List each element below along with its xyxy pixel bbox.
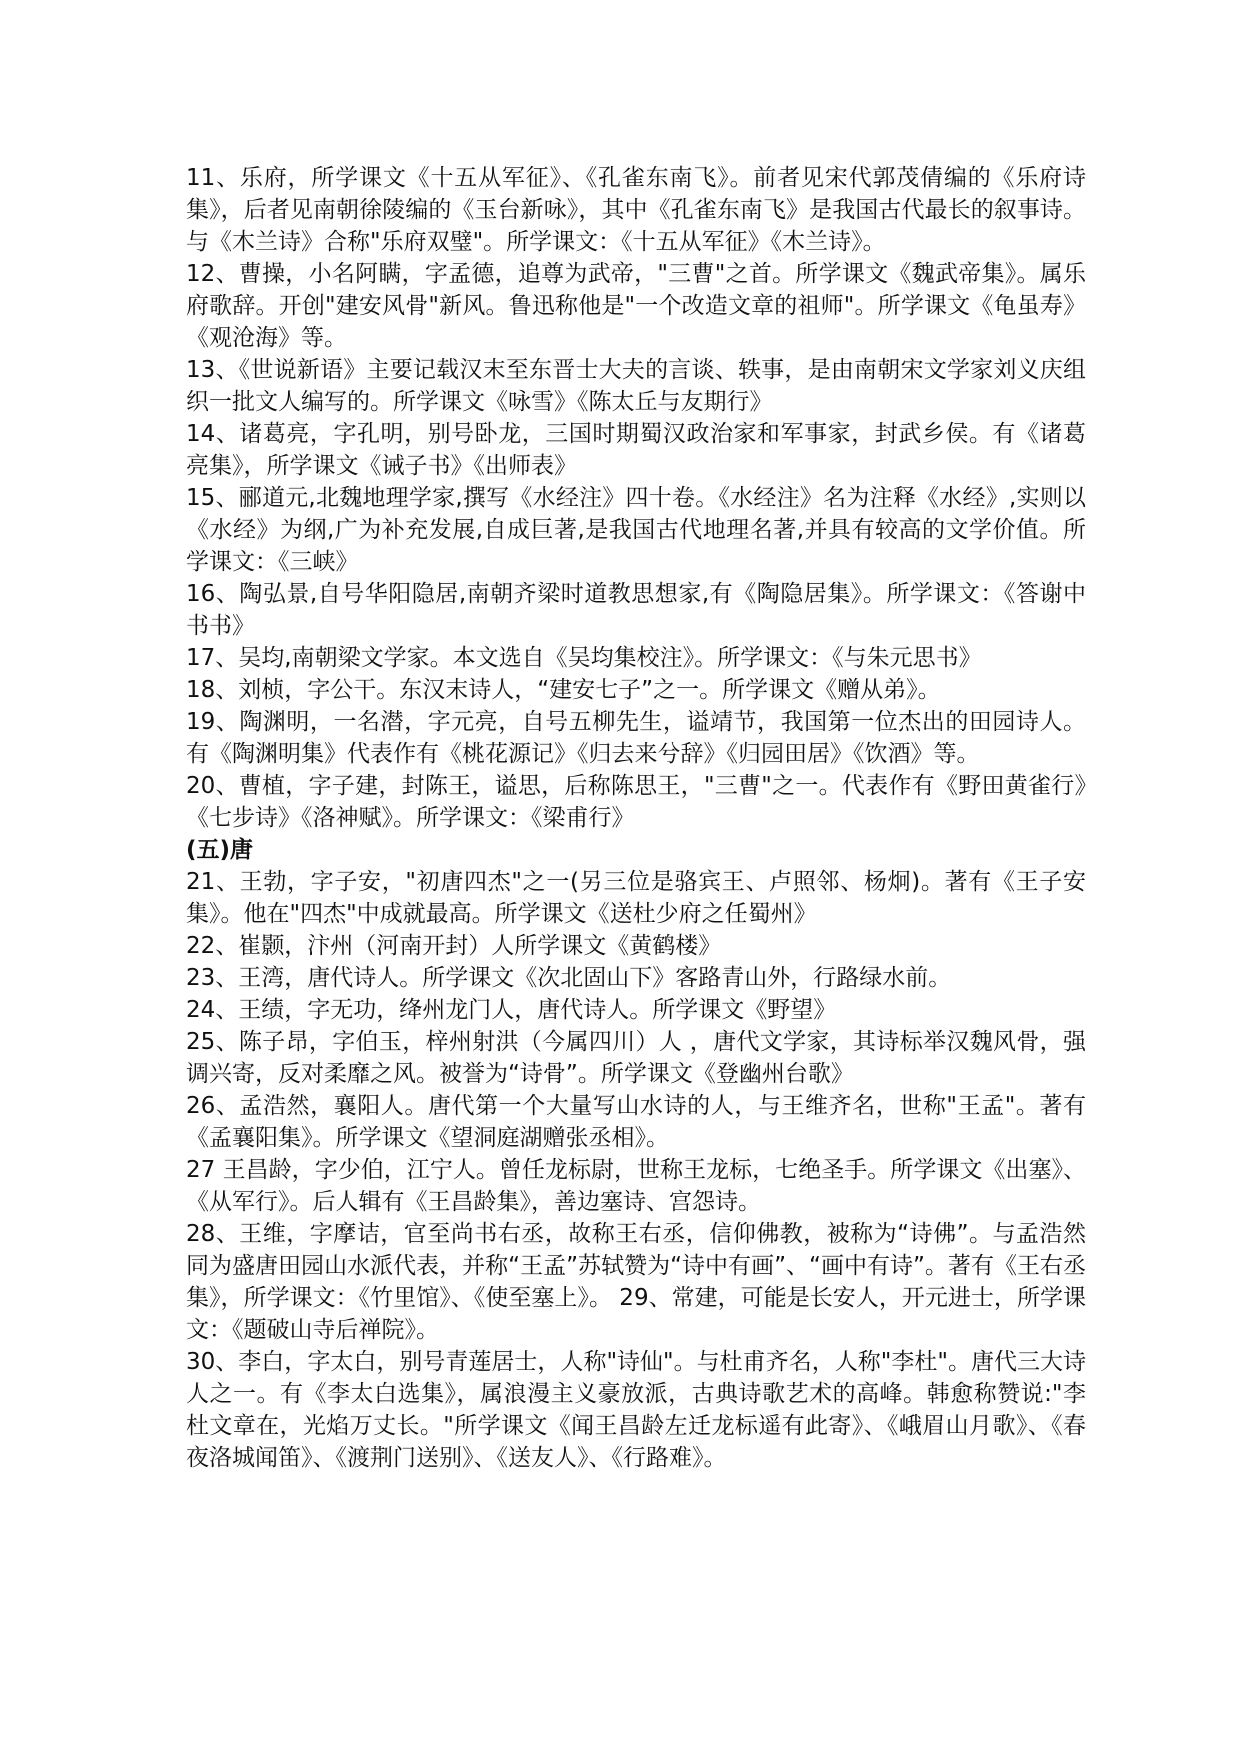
entry-19-tao-yuanming: 19、陶渊明，一名潜，字元亮，自号五柳先生，谥靖节，我国第一位杰出的田园诗人。有《陶渊明集》代表作有《桃花源记》《归去来兮辞》《归园田居》《饮酒》等。 xyxy=(186,709,1086,767)
entry-13-shishuo-xinyu: 13、《世说新语》主要记载汉末至东晋士大夫的言谈、轶事，是由南朝宋文学家刘义庆组织一批文人编写的。所学课文《咏雪》《陈太丘与友期行》 xyxy=(186,357,1086,415)
entry-30-li-bai: 30、李白，字太白，别号青莲居士，人称"诗仙"。与杜甫齐名，人称"李杜"。唐代三大诗人之一。有《李太白选集》，属浪漫主义豪放派，古典诗歌艺术的高峰。韩愈称赞说:"李杜文章在，光焰万丈长。"所学课文《闻王昌龄左迁龙标遥有此寄》、《峨眉山月歌》、《春夜洛城闻笛》、《渡荆门送别》、《送友人》、《行路难》。 xyxy=(186,1349,1086,1471)
entry-15-li-daoyuan: 15、郦道元,北魏地理学家,撰写《水经注》四十卷。《水经注》名为注释《水经》,实则以《水经》为纲,广为补充发展,自成巨著,是我国古代地理名著,并具有较高的文学价值。所学课文：《三峡》 xyxy=(186,485,1086,575)
entry-11-yuefu: 11、乐府，所学课文《十五从军征》、《孔雀东南飞》。前者见宋代郭茂倩编的《乐府诗集》，后者见南朝徐陵编的《玉台新咏》，其中《孔雀东南飞》是我国古代最长的叙事诗。与《木兰诗》合称"乐府双璧"。所学课文：《十五从军征》《木兰诗》。 xyxy=(186,165,1086,255)
section-heading-tang: (五)唐 xyxy=(186,837,254,863)
entry-18-liu-zhen: 18、刘桢，字公干。东汉末诗人，“建安七子”之一。所学课文《赠从弟》。 xyxy=(186,677,941,703)
entry-27-wang-changling: 27 王昌龄，字少伯，江宁人。曾任龙标尉，世称王龙标，七绝圣手。所学课文《出塞》、《从军行》。后人辑有《王昌龄集》，善边塞诗、宫怨诗。 xyxy=(186,1157,1086,1215)
entry-12-cao-cao: 12、曹操，小名阿瞒，字孟德，追尊为武帝，"三曹"之首。所学课文《魏武帝集》。属乐府歌辞。开创"建安风骨"新风。鲁迅称他是"一个改造文章的祖师"。所学课文《龟虽寿》《观沧海》等。 xyxy=(186,261,1086,351)
document-page xyxy=(186,162,1086,1474)
entry-22-cui-hao: 22、崔颢，汴州（河南开封）人所学课文《黄鹤楼》 xyxy=(186,933,722,959)
entry-26-meng-haoran: 26、孟浩然，襄阳人。唐代第一个大量写山水诗的人，与王维齐名，世称"王孟"。著有《孟襄阳集》。所学课文《望洞庭湖赠张丞相》。 xyxy=(186,1093,1086,1151)
entry-20-cao-zhi: 20、曹植，字子建，封陈王，谥思，后称陈思王，"三曹"之一。代表作有《野田黄雀行》《七步诗》《洛神赋》。所学课文：《梁甫行》 xyxy=(186,773,1086,831)
entry-16-tao-hongjing: 16、陶弘景,自号华阳隐居,南朝齐梁时道教思想家,有《陶隐居集》。所学课文：《答谢中书书》 xyxy=(186,581,1086,639)
entry-25-chen-ziang: 25、陈子昂，字伯玉，梓州射洪（今属四川）人 ，唐代文学家，其诗标举汉魏风骨，强调兴寄，反对柔靡之风。被誉为“诗骨”。所学课文《登幽州台歌》 xyxy=(186,1029,1086,1087)
entry-24-wang-ji: 24、王绩，字无功，绛州龙门人，唐代诗人。所学课文《野望》 xyxy=(186,997,837,1023)
entry-21-wang-bo: 21、王勃，字子安，"初唐四杰"之一(另三位是骆宾王、卢照邻、杨炯)。著有《王子安集》。他在"四杰"中成就最高。所学课文《送杜少府之任蜀州》 xyxy=(186,869,1086,927)
entry-14-zhuge-liang: 14、诸葛亮，字孔明，别号卧龙，三国时期蜀汉政治家和军事家，封武乡侯。有《诸葛亮集》，所学课文《诫子书》《出师表》 xyxy=(186,421,1086,479)
entry-17-wu-jun: 17、吴均,南朝梁文学家。本文选自《吴均集校注》。所学课文：《与朱元思书》 xyxy=(186,645,982,671)
entry-23-wang-wan: 23、王湾，唐代诗人。所学课文《次北固山下》客路青山外，行路绿水前。 xyxy=(186,965,952,991)
entry-28-wang-wei: 28、王维，字摩诘，官至尚书右丞，故称王右丞，信仰佛教，被称为“诗佛”。与孟浩然同为盛唐田园山水派代表，并称“王孟”苏轼赞为“诗中有画”、“画中有诗”。著有《王右丞集》，所学课文：《竹里馆》、《使至塞上》。 29、常建，可能是长安人，开元进士，所学课文：《题破山寺后禅院》。 xyxy=(186,1221,1086,1343)
